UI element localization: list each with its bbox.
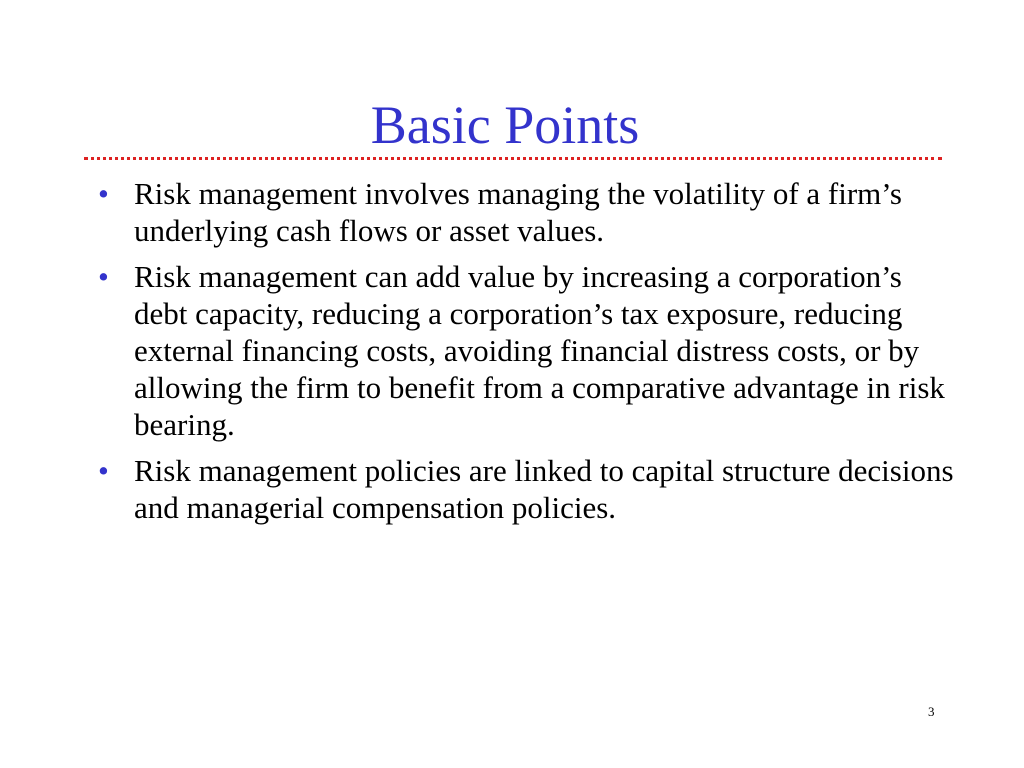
title-divider — [84, 157, 942, 160]
slide-title: Basic Points — [370, 95, 640, 155]
bullet-dot-icon: • — [98, 259, 109, 294]
bullet-list — [96, 175, 956, 535]
bullet-dot-icon: • — [98, 453, 109, 488]
bullet-item — [96, 175, 956, 249]
bullet-item — [96, 452, 956, 526]
page-number: 3 — [928, 704, 935, 719]
bullet-text: Risk management involves managing the volatility of a firm’s underlying cash flows or asset values. — [134, 176, 902, 248]
bullet-dot-icon: • — [98, 176, 109, 211]
bullet-text: Risk management policies are linked to capital structure decisions and managerial compensation policies. — [134, 453, 954, 525]
bullet-text: Risk management can add value by increasing a corporation’s debt capacity, reducing a corporation’s tax exposure, reducing external financing costs, avoiding financial distress costs, or by allowing the firm to benefit from a comparative advantage in risk bearing. — [134, 259, 945, 442]
bullet-item — [96, 258, 956, 443]
